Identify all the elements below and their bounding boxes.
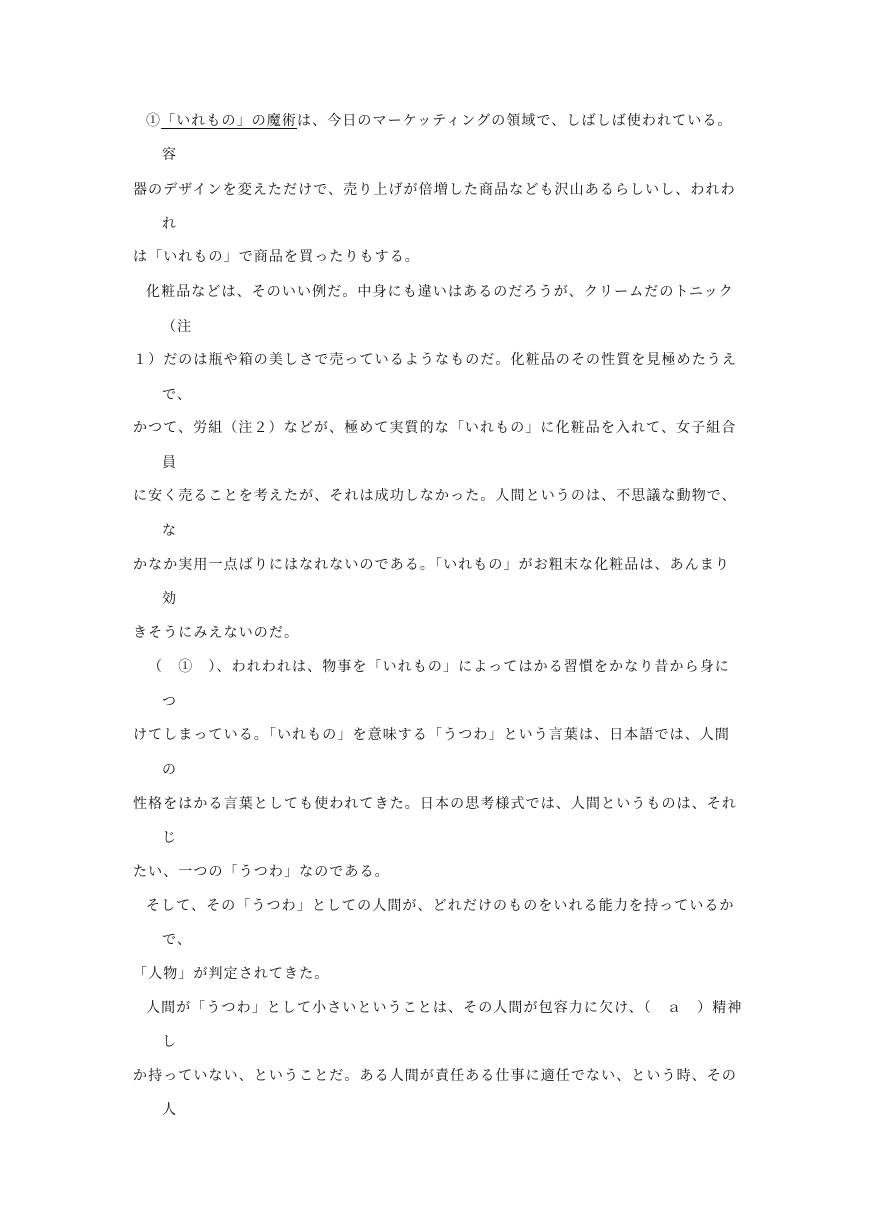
line-text: は、今日のマーケッティングの領域で、しばしば使われている。	[297, 113, 733, 129]
wrapped-char-line: （注	[162, 319, 193, 335]
wrapped-char-line: で、	[162, 387, 192, 403]
wrapped-char-line: つ	[162, 694, 178, 710]
wrapped-char-line: 人	[162, 1102, 178, 1118]
text-line: かつて、労組（注２）などが、極めて実質的な「いれもの」に化粧品を入れて、女子組合	[133, 420, 737, 436]
wrapped-char-line: 員	[162, 455, 178, 471]
text-line	[146, 112, 733, 130]
wrapped-char-line: れ	[162, 216, 178, 232]
text-line: たい、一つの「うつわ」なのである。	[133, 864, 390, 880]
underlined-phrase: 「いれもの」の魔術	[161, 113, 298, 129]
text-line: 性格をはかる言葉としても使われてきた。日本の思考様式では、人間というものは、それ	[133, 796, 737, 812]
text-line: １）だのは瓶や箱の美しさで売っているようなものだ。化粧品のその性質を見極めたうえ	[133, 352, 737, 368]
wrapped-char-line: じ	[162, 830, 178, 846]
text-line: きそうにみえないのだ。	[133, 625, 300, 641]
wrapped-char-line: 容	[162, 147, 178, 163]
wrapped-char-line: で、	[162, 932, 192, 948]
text-line: 器のデザインを変えただけで、売り上げが倍増した商品なども沢山あるらしいし、われわ	[133, 182, 736, 198]
wrapped-char-line: 効	[162, 591, 178, 607]
question-marker: ①	[146, 113, 162, 129]
text-line: （ ① ）、われわれは、物事を「いれもの」によってはかる習慣をかなり昔から身に	[148, 659, 730, 675]
text-line: か持っていない、ということだ。ある人間が責任ある仕事に適任でない、という時、その	[133, 1068, 737, 1084]
wrapped-char-line: な	[162, 523, 178, 539]
text-line: けてしまっている。「いれもの」を意味する「うつわ」という言葉は、日本語では、人間	[133, 727, 730, 743]
text-line: 化粧品などは、そのいい例だ。中身にも違いはあるのだろうが、クリームだのトニック	[146, 284, 734, 300]
text-line: 「人物」が判定されてきた。	[133, 966, 330, 982]
text-line: に安く売ることを考えたが、それは成功しなかった。人間というのは、不思議な動物で、	[133, 488, 737, 504]
wrapped-char-line: し	[162, 1034, 178, 1050]
wrapped-char-line: の	[162, 762, 178, 778]
text-line: そして、その「うつわ」としての人間が、どれだけのものをいれる能力を持っているか	[146, 898, 735, 914]
text-line: かなか実用一点ばりにはなれないのである。「いれもの」がお粗末な化粧品は、あんまり	[133, 557, 730, 573]
text-line: は「いれもの」で商品を買ったりもする。	[133, 249, 420, 265]
text-line: 人間が「うつわ」として小さいということは、その人間が包容力に欠け、（ ａ ）精神	[146, 1000, 743, 1016]
